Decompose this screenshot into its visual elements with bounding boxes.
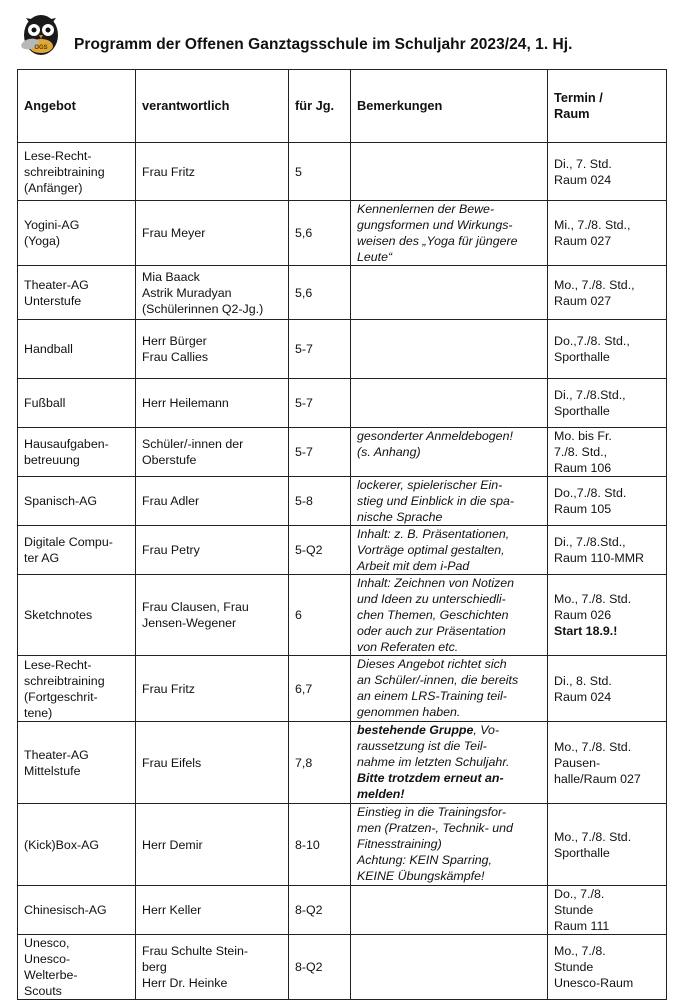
cell-verantwortlich [136,804,289,886]
cell-verantwortlich [136,266,289,320]
header-angebot: Angebot [18,70,136,143]
cell-line: Sporthalle [554,350,610,364]
cell-line: Fitnesstraining) [357,837,442,851]
cell-line: schreibtraining [24,164,105,179]
cell-line: Do., 7./8. [554,887,605,901]
cell-verantwortlich [136,935,289,1000]
cell-bemerkungen [351,143,548,201]
cell-line: Sporthalle [554,845,610,860]
cell-line: Lese-Recht- [24,657,92,672]
cell-line: an einem LRS-Training teil- [357,689,507,703]
cell-line: Unesco-Raum [554,976,634,990]
cell-jg: 5,6 [289,266,351,320]
cell-line: Oberstufe [142,453,197,467]
cell-line: Stunde [554,960,594,974]
cell-jg: 7,8 [289,722,351,804]
cell-termin [548,804,667,886]
cell-angebot [18,379,136,428]
table-row [18,320,667,379]
svg-text:OGS: OGS [34,45,48,51]
cell-bemerkungen [351,477,548,526]
cell-line: Welterbe- [24,968,78,982]
cell-line: Herr Heilemann [142,396,229,410]
program-table [17,69,667,1000]
cell-line: Frau Fritz [142,681,196,696]
cell-bemerkungen [351,935,548,1000]
cell-line: Lese-Recht- [24,148,92,163]
cell-line: Sporthalle [554,404,610,418]
cell-angebot [18,722,136,804]
cell-verantwortlich [136,526,289,575]
table-row [18,428,667,477]
cell-bemerkungen [351,526,548,575]
cell-line: Herr Dr. Heinke [142,976,228,990]
cell-termin [548,886,667,935]
cell-line: Frau Clausen, Frau [142,600,249,614]
cell-line: Raum 024 [554,689,612,704]
cell-line: oder auch zur Präsentation [357,624,506,638]
cell-termin [548,320,667,379]
cell-jg: 5-Q2 [289,526,351,575]
table-body [18,143,667,1000]
table-row [18,575,667,656]
cell-line: (s. Anhang) [357,445,421,459]
cell-jg: 6 [289,575,351,656]
cell-angebot [18,143,136,201]
cell-bemerkungen [351,320,548,379]
cell-line: lockerer, spielerischer Ein- [357,478,503,492]
start-date-note: Start 18.9.! [554,624,618,638]
cell-line: Do.,7./8. Std. [554,486,627,500]
cell-line: berg [142,960,167,974]
cell-termin [548,428,667,477]
cell-line: (Anfänger) [24,180,83,195]
emphasis-text: bestehende Gruppe [357,723,474,737]
page-header [16,8,666,60]
cell-jg: 5-8 [289,477,351,526]
cell-bemerkungen [351,656,548,722]
cell-line: Inhalt: Zeichnen von Notizen [357,576,515,590]
cell-verantwortlich [136,886,289,935]
cell-bemerkungen [351,575,548,656]
table-row [18,201,667,266]
cell-line: Mi., 7./8. Std., [554,218,631,232]
cell-line: Raum 024 [554,172,612,187]
cell-line: nahme im letzten Schuljahr. [357,755,510,769]
emphasis-line: melden! [357,787,405,801]
cell-line: Unterstufe [24,293,82,308]
cell-line: Scouts [24,984,62,998]
cell-line: (Fortgeschrit- [24,689,98,704]
cell-line: halle/Raum 027 [554,771,641,786]
cell-bemerkungen [351,804,548,886]
cell-line: Vorträge optimal gestalten, [357,543,505,557]
cell-line: Raum 105 [554,502,612,516]
cell-line: Theater-AG [24,747,89,762]
cell-line [357,722,541,738]
cell-line: von Referaten etc. [357,640,459,654]
cell-jg: 6,7 [289,656,351,722]
table-row [18,379,667,428]
page-title: Programm der Offenen Ganztagsschule im Schuljahr 2023/24, 1. Hj. [74,36,573,53]
cell-line: Frau Meyer [142,226,206,240]
cell-jg: 5-7 [289,320,351,379]
cell-line: Spanisch-AG [24,494,98,508]
cell-line: Raum 111 [554,919,610,933]
cell-line: Mo., 7./8. Std. [554,739,632,754]
cell-line: Herr Keller [142,903,202,917]
cell-jg: 8-Q2 [289,935,351,1000]
cell-verantwortlich [136,320,289,379]
cell-line: KEINE Übungskämpfe! [357,869,485,883]
cell-verantwortlich [136,575,289,656]
cell-line: tene) [24,705,53,720]
cell-angebot [18,935,136,1000]
table-row [18,804,667,886]
cell-jg: 8-10 [289,804,351,886]
cell-line: chen Themen, Geschichten [357,608,509,622]
cell-termin [548,526,667,575]
table-row [18,143,667,201]
cell-line: nische Sprache [357,510,443,524]
cell-line: schreibtraining [24,673,105,688]
cell-line: und Ideen zu unterschiedli- [357,592,506,606]
header-verantwortlich: verantwortlich [136,70,289,143]
cell-angebot [18,656,136,722]
cell-bemerkungen [351,201,548,266]
owl-logo-icon [16,8,66,58]
cell-verantwortlich [136,656,289,722]
cell-line: Di., 7./8.Std., [554,535,626,549]
cell-line: men (Pratzen-, Technik- und [357,821,513,835]
cell-line: Raum 026 [554,608,612,622]
cell-line: Mia Baack [142,269,200,284]
emphasis-line: Bitte trotzdem erneut an- [357,771,504,785]
cell-line: Handball [24,342,73,356]
cell-angebot [18,477,136,526]
cell-line: Arbeit mit dem i-Pad [357,559,470,573]
cell-verantwortlich [136,428,289,477]
cell-verantwortlich [136,143,289,201]
cell-line: Do.,7./8. Std., [554,334,630,348]
cell-line: Jensen-Wegener [142,616,237,630]
cell-line: Inhalt: z. B. Präsentationen, [357,527,510,541]
cell-line: an Schüler/-innen, die bereits [357,673,519,687]
table-row [18,722,667,804]
cell-line: Pausen- [554,755,601,770]
cell-line: gesonderter Anmeldebogen! [357,429,513,443]
cell-bemerkungen [351,428,548,477]
cell-line: genommen haben. [357,705,461,719]
cell-jg: 5-7 [289,428,351,477]
cell-termin [548,935,667,1000]
cell-angebot [18,526,136,575]
plain-text: , Vo- [473,723,500,737]
cell-angebot [18,886,136,935]
cell-line: Chinesisch-AG [24,903,107,917]
cell-termin [548,201,667,266]
cell-line: Frau Petry [142,543,200,557]
cell-angebot [18,266,136,320]
cell-line: Mo., 7./8. Std., [554,277,635,292]
cell-termin [548,575,667,656]
cell-angebot [18,575,136,656]
cell-line: Raum 027 [554,234,612,248]
cell-bemerkungen [351,266,548,320]
cell-bemerkungen [351,722,548,804]
cell-line: betreuung [24,453,80,467]
cell-line: Einstieg in die Trainingsfor- [357,805,506,819]
cell-verantwortlich [136,722,289,804]
cell-line: (Schülerinnen Q2-Jg.) [142,301,264,316]
cell-angebot [18,201,136,266]
cell-line: Leute“ [357,250,393,264]
cell-line: stieg und Einblick in die spa- [357,494,515,508]
cell-line: Herr Demir [142,837,203,852]
header-bemerkungen: Bemerkungen [351,70,548,143]
cell-jg: 5 [289,143,351,201]
cell-line: Unesco- [24,952,71,966]
cell-line: Schüler/-innen der [142,437,244,451]
table-row [18,477,667,526]
header-termin: Termin / Raum [548,70,667,143]
cell-line: Herr Bürger [142,334,207,348]
cell-line: Digitale Compu- [24,535,113,549]
cell-verantwortlich [136,477,289,526]
cell-line: Frau Adler [142,494,200,508]
cell-angebot [18,804,136,886]
cell-angebot [18,320,136,379]
cell-jg: 5,6 [289,201,351,266]
cell-termin [548,722,667,804]
cell-line: Mo., 7./8. [554,944,606,958]
cell-line: Stunde [554,903,594,917]
table-row [18,656,667,722]
cell-termin [548,266,667,320]
cell-line: Yogini-AG [24,218,80,232]
cell-line: Frau Eifels [142,755,202,770]
cell-line: Kennenlernen der Bewe- [357,202,495,216]
cell-jg: 5-7 [289,379,351,428]
cell-line: Mo., 7./8. Std. [554,592,632,606]
cell-line: Di., 7./8.Std., [554,388,626,402]
table-row [18,935,667,1000]
cell-bemerkungen [351,886,548,935]
cell-line: Achtung: KEIN Sparring, [357,853,492,867]
cell-bemerkungen [351,379,548,428]
cell-line: Frau Schulte Stein- [142,944,249,958]
header-jg: für Jg. [289,70,351,143]
cell-termin [548,656,667,722]
cell-line: Frau Callies [142,350,209,364]
cell-angebot [18,428,136,477]
table-header-row [18,70,667,143]
cell-jg: 8-Q2 [289,886,351,935]
cell-line: (Kick)Box-AG [24,837,100,852]
cell-line: Mo., 7./8. Std. [554,829,632,844]
cell-line: Raum 027 [554,293,612,308]
cell-verantwortlich [136,201,289,266]
cell-line: Dieses Angebot richtet sich [357,657,507,671]
cell-line: (Yoga) [24,234,61,248]
cell-line: raussetzung ist die Teil- [357,739,487,753]
cell-line: Raum 106 [554,461,612,475]
cell-line: Frau Fritz [142,164,196,179]
cell-termin [548,143,667,201]
cell-line: Theater-AG [24,277,89,292]
cell-line: 7./8. Std., [554,445,608,459]
cell-line: Di., 7. Std. [554,156,612,171]
cell-line: Astrik Muradyan [142,285,232,300]
cell-line: Raum 110-MMR [554,551,644,565]
cell-line: weisen des „Yoga für jüngere [357,234,518,248]
cell-line: ter AG [24,551,60,565]
cell-line: Di., 8. Std. [554,673,612,688]
table-row [18,886,667,935]
cell-line: Mo. bis Fr. [554,429,612,443]
cell-line: gungsformen und Wirkungs- [357,218,513,232]
cell-line: Unesco, [24,936,70,950]
cell-line: Sketchnotes [24,608,93,622]
cell-termin [548,379,667,428]
table-row [18,526,667,575]
table-row [18,266,667,320]
cell-verantwortlich [136,379,289,428]
cell-termin [548,477,667,526]
cell-line: Hausaufgaben- [24,437,109,451]
cell-line: Mittelstufe [24,763,81,778]
cell-line: Fußball [24,396,66,410]
